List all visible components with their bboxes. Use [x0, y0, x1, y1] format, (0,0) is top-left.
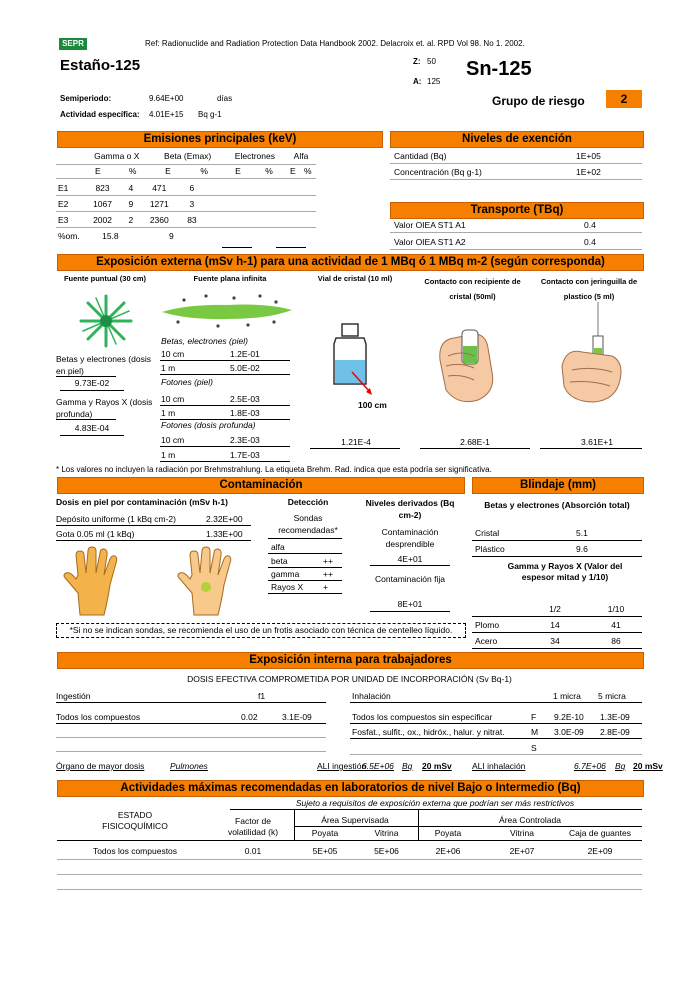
inhalation-row-type: F — [531, 712, 537, 722]
shield-material: Plomo — [475, 620, 500, 630]
ingestion-row-label: Todos los compuestos — [56, 712, 141, 722]
removable-label: Contaminación desprendible — [381, 527, 439, 549]
element-name: Estaño-125 — [60, 57, 141, 74]
divider — [472, 616, 642, 617]
divider — [350, 702, 642, 703]
divider — [370, 565, 450, 566]
divider — [310, 448, 400, 449]
ali-inhalation-label: ALI inhalación — [472, 761, 526, 771]
half-life-value: 9.64E+00 — [149, 94, 184, 103]
col-electrons: Electrones — [234, 150, 275, 161]
probe-mark: ++ — [323, 556, 333, 566]
plane-distance: 10 cm — [161, 435, 185, 445]
divider — [222, 247, 252, 248]
f1-label: f1 — [258, 691, 266, 701]
probe-name: gamma — [271, 569, 300, 579]
transport-value: 0.4 — [584, 220, 596, 230]
divider — [390, 232, 642, 233]
col-bench: Poyata — [311, 828, 339, 838]
skin-dose-title: Dosis en piel por contaminación (mSv h-1) — [56, 497, 228, 507]
sub-header: % — [304, 165, 312, 176]
supervised-area-label: Área Supervisada — [321, 815, 389, 825]
table-row: E1 823 4 471 6 — [56, 180, 316, 196]
divider — [350, 754, 642, 755]
external-exposure-title: Exposición externa (mSv h-1) para una actividad de 1 MBq ó 1 MBq m-2 (según corresponda) — [57, 254, 644, 271]
risk-group-label: Grupo de riesgo — [492, 94, 585, 108]
max-row-label: Todos los compuestos — [92, 846, 178, 856]
hand-drop-icon — [174, 545, 244, 617]
plane-value: 1.8E-03 — [230, 408, 260, 418]
shield-material: Acero — [475, 636, 498, 646]
plane-beta-title: Betas, electrones (piel) — [161, 336, 248, 346]
ali-ingestion-value: 6.5E+06 — [362, 761, 394, 771]
activity-unit: Bq g-1 — [198, 110, 222, 119]
exemption-label: Concentración (Bq g-1) — [394, 167, 482, 177]
divider — [57, 874, 642, 875]
probes-note: *Si no se indican sondas, se recomienda el uso de un frotis asociado con técnica de centelleo líquido. — [56, 623, 466, 638]
syringe-hand-icon — [552, 300, 632, 406]
shielding-title: Blindaje (mm) — [472, 477, 644, 494]
divider — [472, 648, 642, 649]
plane-distance: 1 m — [161, 450, 176, 460]
transport-title: Transporte (TBq) — [390, 202, 644, 219]
col-gamma: Gamma o X — [94, 150, 140, 161]
exemption-value: 1E+05 — [576, 151, 601, 161]
divider — [472, 632, 642, 633]
emissions-title: Emisiones principales (keV) — [57, 131, 383, 148]
skin-row-value: 1.33E+00 — [206, 529, 243, 539]
shield-half: 14 — [550, 620, 560, 630]
divider — [56, 419, 116, 420]
half-life-unit: días — [217, 94, 233, 103]
skin-row-label: Gota 0.05 ml (1 kBq) — [56, 529, 135, 539]
divider — [56, 178, 316, 179]
divider — [56, 376, 116, 377]
a-value: 125 — [427, 77, 441, 86]
divider — [350, 723, 642, 724]
divider — [160, 405, 290, 406]
ingestion-row-value: 3.1E-09 — [282, 712, 312, 722]
divider — [56, 723, 326, 724]
divider — [268, 580, 342, 581]
divider — [160, 461, 290, 462]
plane-value: 5.0E-02 — [230, 363, 260, 373]
reference-note: Ref: Radionuclide and Radiation Protection Data Handbook 2002. Delacroix et. al. RPD Vol 98. No 1. 2002. — [145, 39, 525, 48]
z-value: 50 — [427, 57, 436, 66]
internal-exposure-title: Exposición interna para trabajadores — [57, 652, 644, 669]
exemption-title: Niveles de exención — [390, 131, 644, 148]
plane-distance: 10 cm — [161, 394, 185, 404]
divider — [268, 593, 342, 594]
sub-header: % — [200, 165, 208, 176]
removable-value: 4E+01 — [397, 554, 423, 564]
inhalation-row-type: M — [531, 727, 539, 737]
max-activities-title: Actividades máximas recomendadas en laboratorios de nivel Bajo o Intermedio (Bq) — [57, 780, 644, 797]
max-row-value: 5E+06 — [374, 846, 399, 856]
transport-value: 0.4 — [584, 237, 596, 247]
volatility-label: Factor de volatilidad (k) — [227, 816, 279, 837]
inhalation-row-v1: 3.0E-09 — [554, 727, 584, 737]
risk-group-value: 2 — [606, 90, 642, 108]
a-label: A: — [413, 77, 422, 86]
divider — [268, 553, 342, 554]
divider — [160, 374, 290, 375]
col-bench: Poyata — [434, 828, 462, 838]
divider — [472, 556, 642, 557]
activity-label: Actividad específica: — [60, 110, 140, 119]
inhalation-row-v5: 1.3E-09 — [600, 712, 630, 722]
shield-half: 34 — [550, 636, 560, 646]
divider — [540, 448, 642, 449]
plane-value: 1.2E-01 — [230, 349, 260, 359]
beta-skin-value: 9.73E-02 — [74, 378, 110, 388]
shield-value: 9.6 — [576, 544, 588, 554]
shield-tenth: 86 — [611, 636, 621, 646]
divider — [160, 446, 290, 447]
shield-beta-title: Betas y electrones (Absorción total) — [484, 500, 630, 510]
probe-name: alfa — [271, 542, 285, 552]
divider — [56, 540, 251, 541]
max-row-value: 2E+07 — [509, 846, 535, 856]
plane-value: 2.5E-03 — [230, 394, 260, 404]
col-vial: Vial de cristal (10 ml) — [317, 274, 393, 283]
exemption-label: Cantidad (Bq) — [394, 151, 447, 161]
divider — [230, 809, 642, 810]
col-plane-source: Fuente plana infinita — [193, 274, 267, 283]
divider — [56, 737, 326, 738]
skin-row-label: Depósito uniforme (1 kBq cm-2) — [56, 514, 176, 524]
vial-icon — [328, 322, 378, 398]
divider — [56, 164, 316, 165]
divider — [390, 163, 642, 164]
plane-distance: 1 m — [161, 408, 176, 418]
divider — [350, 738, 642, 739]
micron5-label: 5 micra — [598, 691, 626, 701]
emissions-rows — [56, 180, 316, 243]
nuclide-symbol: Sn-125 — [466, 58, 532, 80]
plane-deep-title: Fotones (dosis profunda) — [161, 420, 256, 430]
derived-levels-title: Niveles derivados (Bq cm-2) — [365, 498, 455, 520]
vial-value: 1.21E-4 — [341, 437, 371, 447]
plane-value: 1.7E-03 — [230, 450, 260, 460]
ingestion-row-f1: 0.02 — [241, 712, 258, 722]
ali-ingestion-dose: 20 mSv — [422, 761, 452, 771]
plane-source-icon — [158, 292, 296, 332]
probe-name: beta — [271, 556, 288, 566]
max-row-value: 5E+05 — [312, 846, 338, 856]
sub-header: E — [165, 165, 171, 176]
divider — [390, 179, 642, 180]
subject-note: Sujeto a requisitos de exposición externa que podrían ser más restrictivos — [295, 798, 575, 808]
vial-distance: 100 cm — [358, 400, 387, 410]
inhalation-label: Inhalación — [352, 691, 391, 701]
z-label: Z: — [413, 57, 421, 66]
max-row-value: 2E+06 — [435, 846, 461, 856]
sub-header: E — [235, 165, 241, 176]
ingestion-label: Ingestión — [56, 691, 91, 701]
plane-photon-title: Fotones (piel) — [161, 377, 213, 387]
organ-label: Órgano de mayor dosis — [56, 761, 145, 771]
shield-col-tenth: 1/10 — [607, 604, 625, 614]
internal-subtitle: DOSIS EFECTIVA COMPROMETIDA POR UNIDAD DE INCORPORACIÓN (Sv Bq-1) — [187, 674, 512, 684]
beta-skin-label: Betas y electrones (dosis en piel) — [56, 354, 151, 376]
sub-header: % — [128, 165, 137, 176]
shield-material: Cristal — [475, 528, 500, 538]
gamma-deep-value: 4.83E-04 — [74, 423, 110, 433]
col-alpha: Alfa — [293, 150, 309, 161]
divider — [420, 448, 530, 449]
emissions-table — [56, 148, 316, 178]
divider — [57, 889, 642, 890]
probes-label: Sondas recomendadas* — [278, 513, 338, 535]
inhalation-row-v1: 9.2E-10 — [554, 712, 584, 722]
col-container: Contacto con recipiente de cristal (50ml) — [424, 277, 521, 301]
detection-title: Detección — [287, 497, 329, 507]
max-row-k: 0.01 — [244, 846, 262, 856]
probe-mark: ++ — [323, 569, 333, 579]
probe-mark: + — [323, 582, 328, 592]
shield-tenth: 41 — [611, 620, 621, 630]
half-life-label: Semiperiodo: — [60, 94, 112, 103]
shield-value: 5.1 — [576, 528, 588, 538]
sub-header: E — [289, 165, 296, 176]
shield-gamma-title: Gamma y Rayos X (Valor del espesor mitad y 1/10) — [507, 561, 623, 582]
transport-label: Valor OIEA ST1 A1 — [394, 220, 466, 230]
col-hood: Vitrina — [374, 828, 399, 838]
ali-ingestion-unit: Bq — [402, 761, 413, 771]
point-source-icon — [78, 293, 134, 349]
controlled-area-label: Área Controlada — [499, 815, 561, 825]
divider — [276, 247, 306, 248]
probe-name: Rayos X — [271, 582, 304, 592]
divider — [56, 751, 326, 752]
contamination-title: Contaminación — [57, 477, 465, 494]
sepr-badge: SEPR — [59, 38, 87, 50]
divider — [295, 826, 642, 827]
table-row: E3 2002 2 2360 83 — [56, 212, 316, 228]
table-row: %om. 15.8 9 — [58, 230, 174, 241]
divider — [268, 567, 342, 568]
divider — [60, 435, 124, 436]
col-syringe: Contacto con jeringuilla de plastico (5 ml) — [540, 277, 638, 301]
container-hand-icon — [434, 320, 508, 406]
shield-material: Plástico — [475, 544, 505, 554]
table-row: E2 1067 9 1271 3 — [56, 196, 316, 212]
activity-value: 4.01E+15 — [149, 110, 184, 119]
divider — [57, 840, 642, 841]
divider — [390, 249, 642, 250]
ali-inhalation-unit: Bq — [615, 761, 626, 771]
plane-distance: 1 m — [161, 363, 176, 373]
micron1-label: 1 micra — [553, 691, 581, 701]
inhalation-row-label: Fosfat., sulfit., ox., hidróx., halur. y nitrat. — [352, 727, 505, 737]
container-value: 2.68E-1 — [460, 437, 490, 447]
col-hood: Vitrina — [510, 828, 534, 838]
sub-header: % — [265, 165, 273, 176]
divider — [268, 538, 342, 539]
divider — [370, 611, 450, 612]
ali-inhalation-value: 6.7E+06 — [574, 761, 606, 771]
syringe-value: 3.61E+1 — [581, 437, 613, 447]
inhalation-row-v5: 2.8E-09 — [600, 727, 630, 737]
ali-ingestion-label: ALI ingestión — [317, 761, 367, 771]
ali-inhalation-dose: 20 mSv — [633, 761, 663, 771]
max-row-value: 2E+09 — [587, 846, 613, 856]
divider — [160, 360, 290, 361]
divider — [57, 859, 642, 860]
col-point-source: Fuente puntual (30 cm) — [63, 274, 147, 283]
plane-distance: 10 cm — [161, 349, 185, 359]
col-glovebox: Caja de guantes — [569, 828, 631, 838]
organ-value: Pulmones — [170, 761, 208, 771]
inhalation-row-label: Todos los compuestos sin especificar — [352, 712, 493, 722]
skin-row-value: 2.32E+00 — [206, 514, 243, 524]
state-label: ESTADO FISICOQUÍMICO — [102, 810, 168, 831]
transport-label: Valor OIEA ST1 A2 — [394, 237, 466, 247]
col-beta: Beta (Emax) — [164, 150, 212, 161]
plane-value: 2.3E-03 — [230, 435, 260, 445]
divider — [472, 540, 642, 541]
divider — [56, 702, 326, 703]
gamma-deep-label: Gamma y Rayos X (dosis profunda) — [56, 397, 153, 419]
fixed-label: Contaminación fija — [375, 574, 445, 584]
sub-header: E — [94, 165, 101, 176]
divider — [56, 525, 251, 526]
shield-col-half: 1/2 — [549, 604, 561, 614]
external-footnote: * Los valores no incluyen la radiación por Brehmstrahlung. La etiqueta Brehm. Rad. indica que esta podría ser significativa. — [56, 465, 492, 474]
hand-uniform-icon — [60, 545, 130, 617]
fixed-value: 8E+01 — [397, 599, 423, 609]
divider — [60, 390, 124, 391]
exemption-value: 1E+02 — [576, 167, 601, 177]
inhalation-row-type: S — [531, 743, 537, 753]
